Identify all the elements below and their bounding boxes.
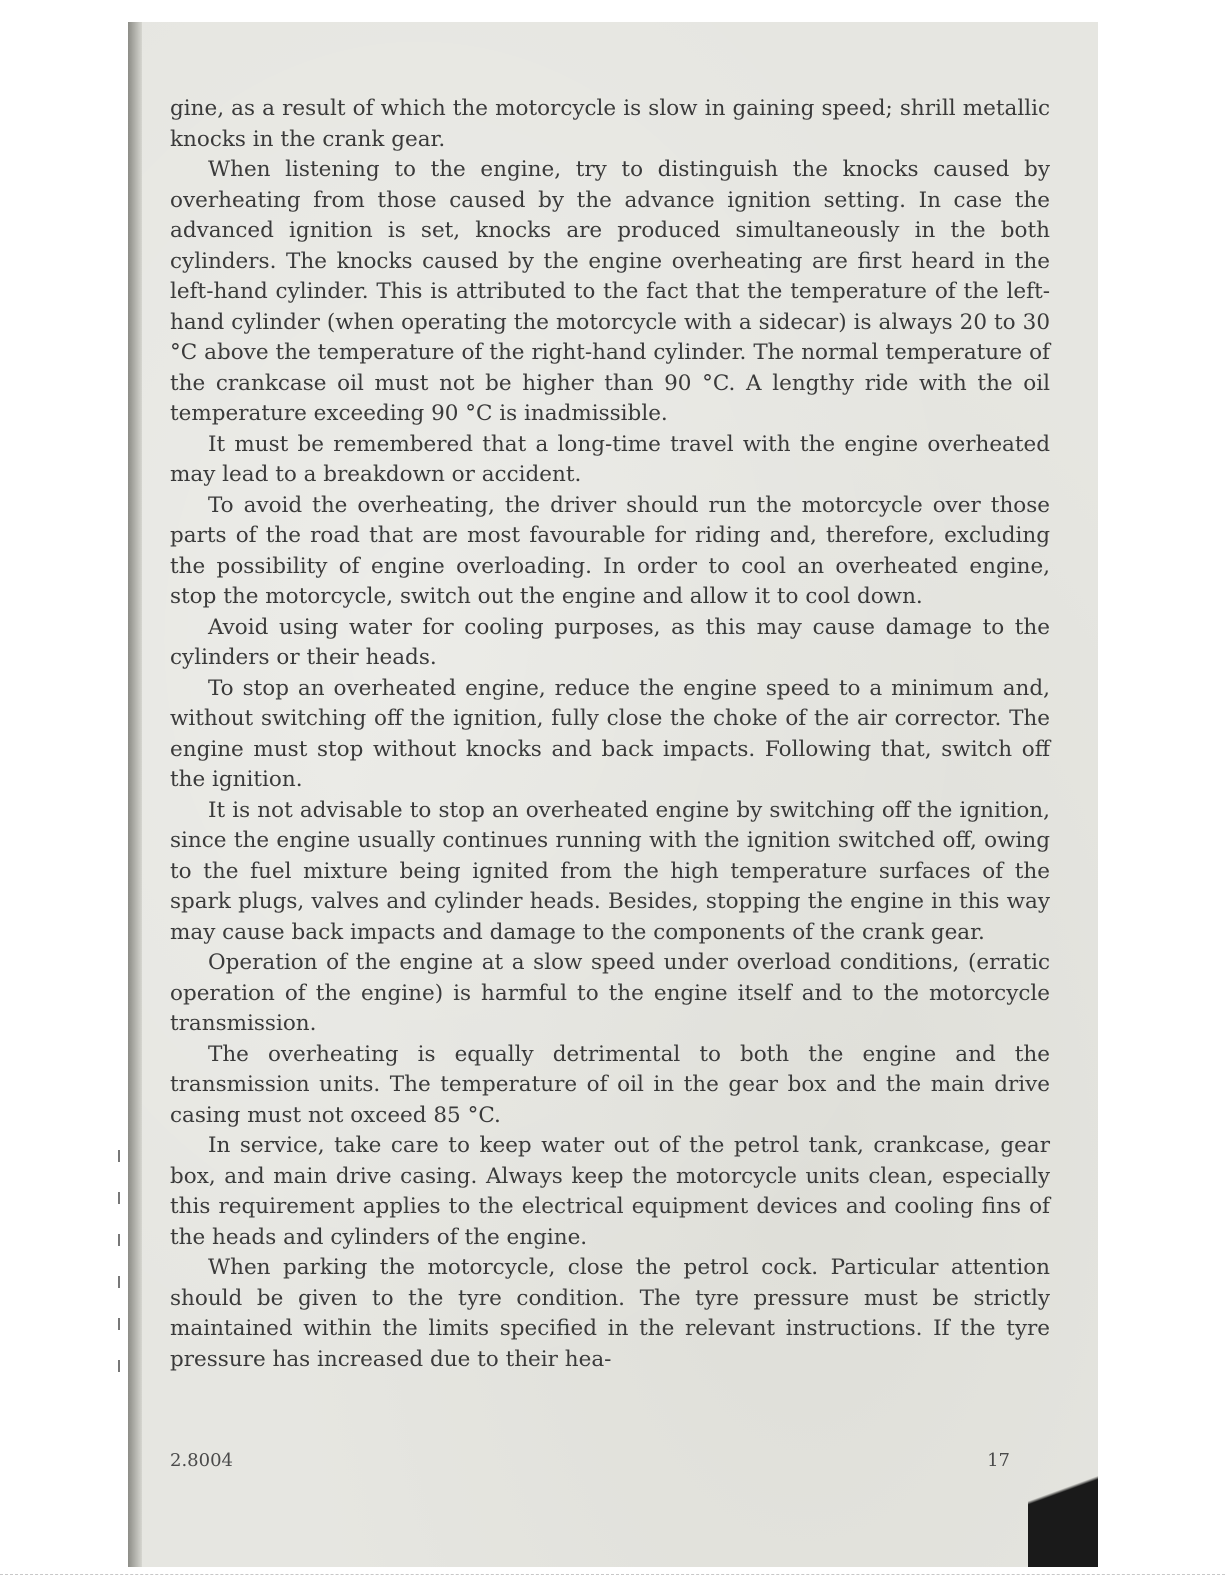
margin-mark [118, 1276, 120, 1288]
scan-margin-marks [118, 1150, 122, 1430]
paragraph-2: When listening to the engine, try to distinguish the knocks caused by overheating from those caused by the advance ignition setting. In case the advanced ignition is set, knocks are produced simultaneously in the both cylinders. The knocks caused by the engine overheating are first heard in the left-hand cylinder. This is attributed to the fact that the temperature of the left-hand cylinder (when operating the motorcycle with a sidecar) is always 20 to 30 °C above the temperature of the right-hand cylinder. The normal temperature of the crankcase oil must not be higher than 90 °C. A lengthy ride with the oil temperature exceeding 90 °C is inadmissible. [170, 157, 1050, 426]
print-code: 2.8004 [170, 1450, 233, 1471]
paragraph-5: Avoid using water for cooling purposes, as this may cause damage to the cylinders or their heads. [170, 614, 1050, 670]
page-spine-shadow [128, 22, 142, 1567]
margin-mark [118, 1150, 120, 1162]
paragraph-6: To stop an overheated engine, reduce the engine speed to a minimum and, without switching off the ignition, fully close the choke of the air corrector. The engine must stop without knocks and back impacts. Following that, switch off the ignition. [170, 675, 1050, 792]
body-text [170, 94, 1050, 1375]
page-footer [170, 1450, 1010, 1471]
paragraph-4: To avoid the overheating, the driver should run the motorcycle over those parts of the road that are most favourable for riding and, therefore, excluding the possibility of engine overloading. In order to cool an overheated engine, stop the motorcycle, switch out the engine and allow it to cool down. [170, 492, 1050, 609]
page-corner-fold [1028, 1417, 1098, 1567]
margin-mark [118, 1360, 120, 1372]
margin-mark [118, 1234, 120, 1246]
paragraph-10: In service, take care to keep water out of the petrol tank, crankcase, gear box, and main drive casing. Always keep the motorcycle units clean, especially this requirement applies to the electrical equipment devices and cooling fins of the heads and cylinders of the engine. [170, 1133, 1050, 1250]
paragraph-11: When parking the motorcycle, close the petrol cock. Particular attention should be given to the tyre condition. The tyre pressure must be strictly maintained within the limits specified in the relevant instructions. If the tyre pressure has increased due to their hea- [170, 1255, 1050, 1372]
margin-mark [118, 1318, 120, 1330]
paragraph-9: The overheating is equally detrimental to both the engine and the transmission units. The temperature of oil in the gear box and the main drive casing must not oxceed 85 °C. [170, 1041, 1050, 1128]
book-page [128, 22, 1098, 1567]
scan-bottom-edge [0, 1574, 1225, 1585]
margin-mark [118, 1192, 120, 1204]
paragraph-1: gine, as a result of which the motorcycle is slow in gaining speed; shrill metallic knocks in the crank gear. [170, 96, 1050, 152]
paragraph-7: It is not advisable to stop an overheated engine by switching off the ignition, since the engine usually continues running with the ignition switched off, owing to the fuel mixture being ignited from the high temperature surfaces of the spark plugs, valves and cylinder heads. Besides, stopping the engine in this way may cause back impacts and damage to the components of the crank gear. [170, 797, 1050, 945]
paragraph-8: Operation of the engine at a slow speed under overload conditions, (erratic operation of the engine) is harmful to the engine itself and to the motorcycle transmission. [170, 950, 1050, 1036]
paragraph-3: It must be remembered that a long-time travel with the engine overheated may lead to a breakdown or accident. [170, 431, 1050, 487]
page-number: 17 [987, 1450, 1010, 1471]
